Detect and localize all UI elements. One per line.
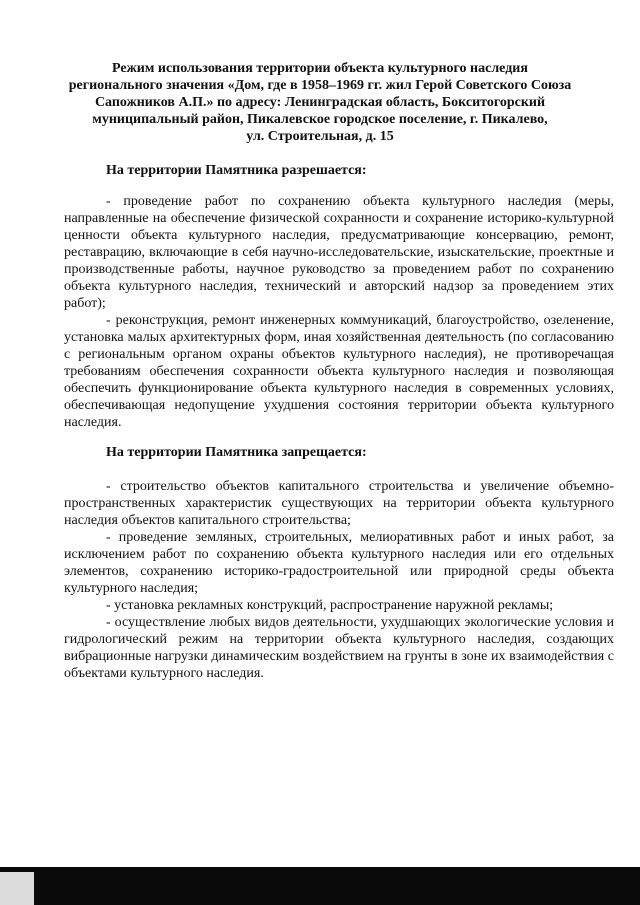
permitted-heading: На территории Памятника разрешается:: [106, 163, 367, 178]
document-title: [40, 60, 600, 145]
title-line: ул. Строительная, д. 15: [246, 129, 394, 144]
title-line: Сапожников А.П.» по адресу: Ленинградская область, Бокситогорский: [94, 95, 546, 110]
title-line: регионального значения «Дом, где в 1958–1969 гг. жил Герой Советского Союза: [68, 78, 572, 93]
prohibited-item: - проведение земляных, строительных, мелиоративных работ и иных работ, за исключением работ по сохранению объекта культурного наследия или его отдельных элементов, сохранению историко-градостроительной или природной среды объекта культурного наследия;: [64, 530, 614, 596]
title-line: Режим использования территории объекта культурного наследия: [112, 61, 528, 76]
scan-edge-notch: [0, 872, 34, 905]
permitted-item: - проведение работ по сохранению объекта культурного наследия (меры, направленные на обеспечение физической сохранности и сохранение историко-культурной ценности объекта культурного наследия, предусматривающие консервацию, ремонт, реставрацию, включающие в себя научно-исследовательские, изыскательские, проектные и производственные работы, научное руководство за проведением работ по сохранению объекта культурного наследия, технический и авторский надзор за проведением этих работ);: [64, 194, 614, 311]
permitted-item: - реконструкция, ремонт инженерных коммуникаций, благоустройство, озеленение, установка малых архитектурных форм, иная хозяйственная деятельность (по согласованию с региональным органом охраны объектов культурного наследия), не противоречащая требованиям обеспечения сохранности объекта культурного наследия и позволяющая обеспечить функционирование объекта культурного наследия в современных условиях, обеспечивающая недопущение ухудшения состояния территории объекта культурного наследия.: [64, 313, 614, 430]
prohibited-item: - осуществление любых видов деятельности, ухудшающих экологические условия и гидрологический режим на территории объекта культурного наследия, создающих вибрационные нагрузки динамическим воздействием на грунты в зоне их взаимодействия с объектами культурного наследия.: [64, 615, 614, 681]
prohibited-item: - установка рекламных конструкций, распространение наружной рекламы;: [106, 598, 554, 613]
prohibited-item: - строительство объектов капитального строительства и увеличение объемно-пространственных характеристик существующих на территории объекта культурного наследия объектов капитального строительства;: [64, 479, 614, 528]
scan-edge-band: [0, 867, 640, 905]
prohibited-heading: На территории Памятника запрещается:: [106, 445, 367, 460]
title-line: муниципальный район, Пикалевское городское поселение, г. Пикалево,: [92, 112, 548, 127]
permitted-list: [64, 193, 614, 431]
prohibited-list: [64, 478, 614, 682]
